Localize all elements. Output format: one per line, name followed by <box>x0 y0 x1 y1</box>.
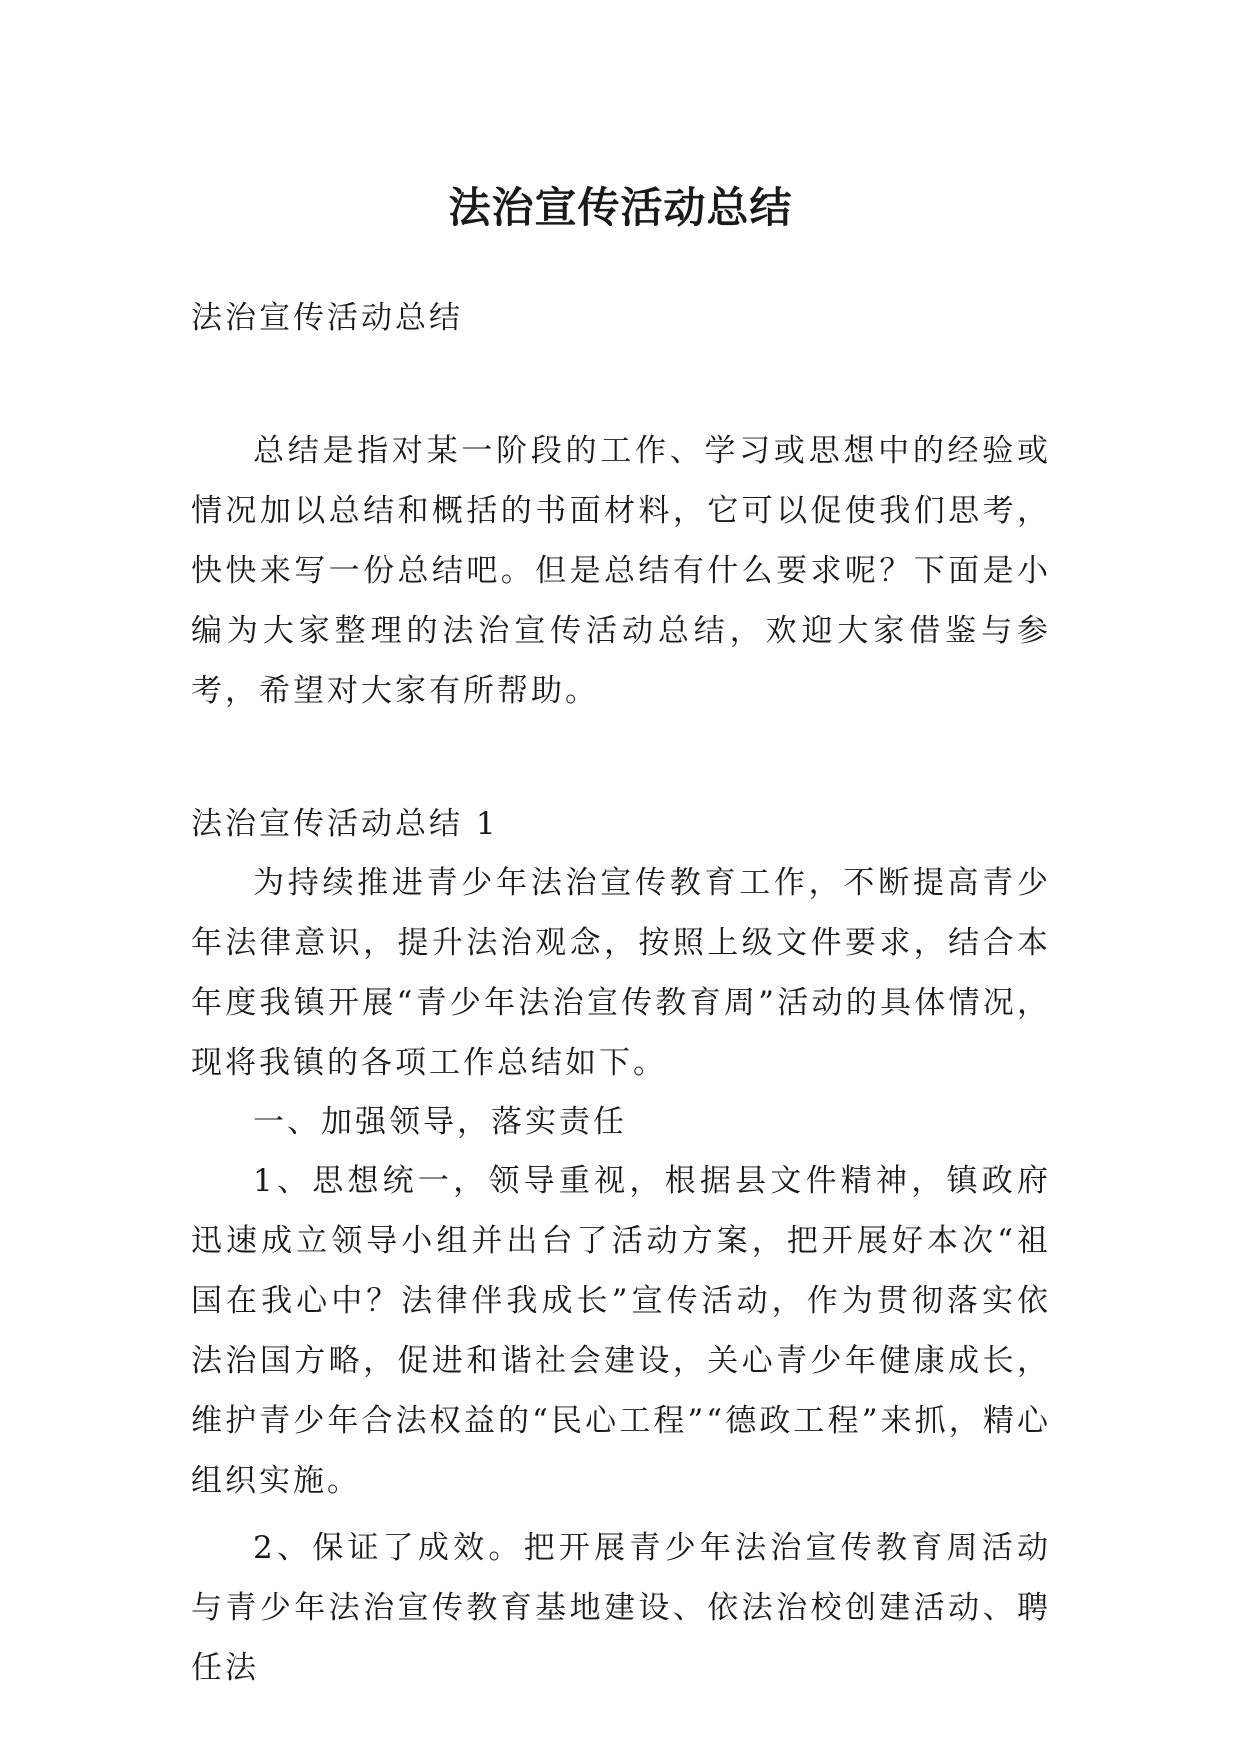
spacer <box>191 1511 1051 1518</box>
spacer <box>191 348 1051 421</box>
list-item: 1、思想统一，领导重视，根据县文件精神，镇政府迅速成立领导小组并出台了活动方案，把开展好本次“祖国在我心中？法律伴我成长”宣传活动，作为贯彻落实依法治国方略，促进和谐社会建设，关心青少年健康成长，维护青少年合法权益的“民心工程”“德政工程”来抓，精心组织实施。 <box>191 1163 1051 1499</box>
section-paragraph: 为持续推进青少年法治宣传教育工作，不断提高青少年法律意识，提升法治观念，按照上级文件要求，结合本年度我镇开展“青少年法治宣传教育周”活动的具体情况，现将我镇的各项工作总结如下。 <box>191 865 1051 1081</box>
section-title: 法治宣传活动总结 1 <box>191 806 499 842</box>
document-title: 法治宣传活动总结 <box>448 183 793 233</box>
section-heading: 一、加强领导，落实责任 <box>253 1104 627 1140</box>
intro-paragraph: 总结是指对某一阶段的工作、学习或思想中的经验或情况加以总结和概括的书面材料，它可以促使我们思考，快快来写一份总结吧。但是总结有什么要求呢？下面是小编为大家整理的法治宣传活动总结，欢迎大家借鉴与参考，希望对大家有所帮助。 <box>191 433 1051 709</box>
document-body <box>191 288 1051 1698</box>
document-subtitle: 法治宣传活动总结 <box>191 300 463 336</box>
list-item: 2、保证了成效。把开展青少年法治宣传教育周活动与青少年法治宣传教育基地建设、依法治校创建活动、聘任法 <box>191 1530 1051 1686</box>
spacer <box>191 721 1051 795</box>
